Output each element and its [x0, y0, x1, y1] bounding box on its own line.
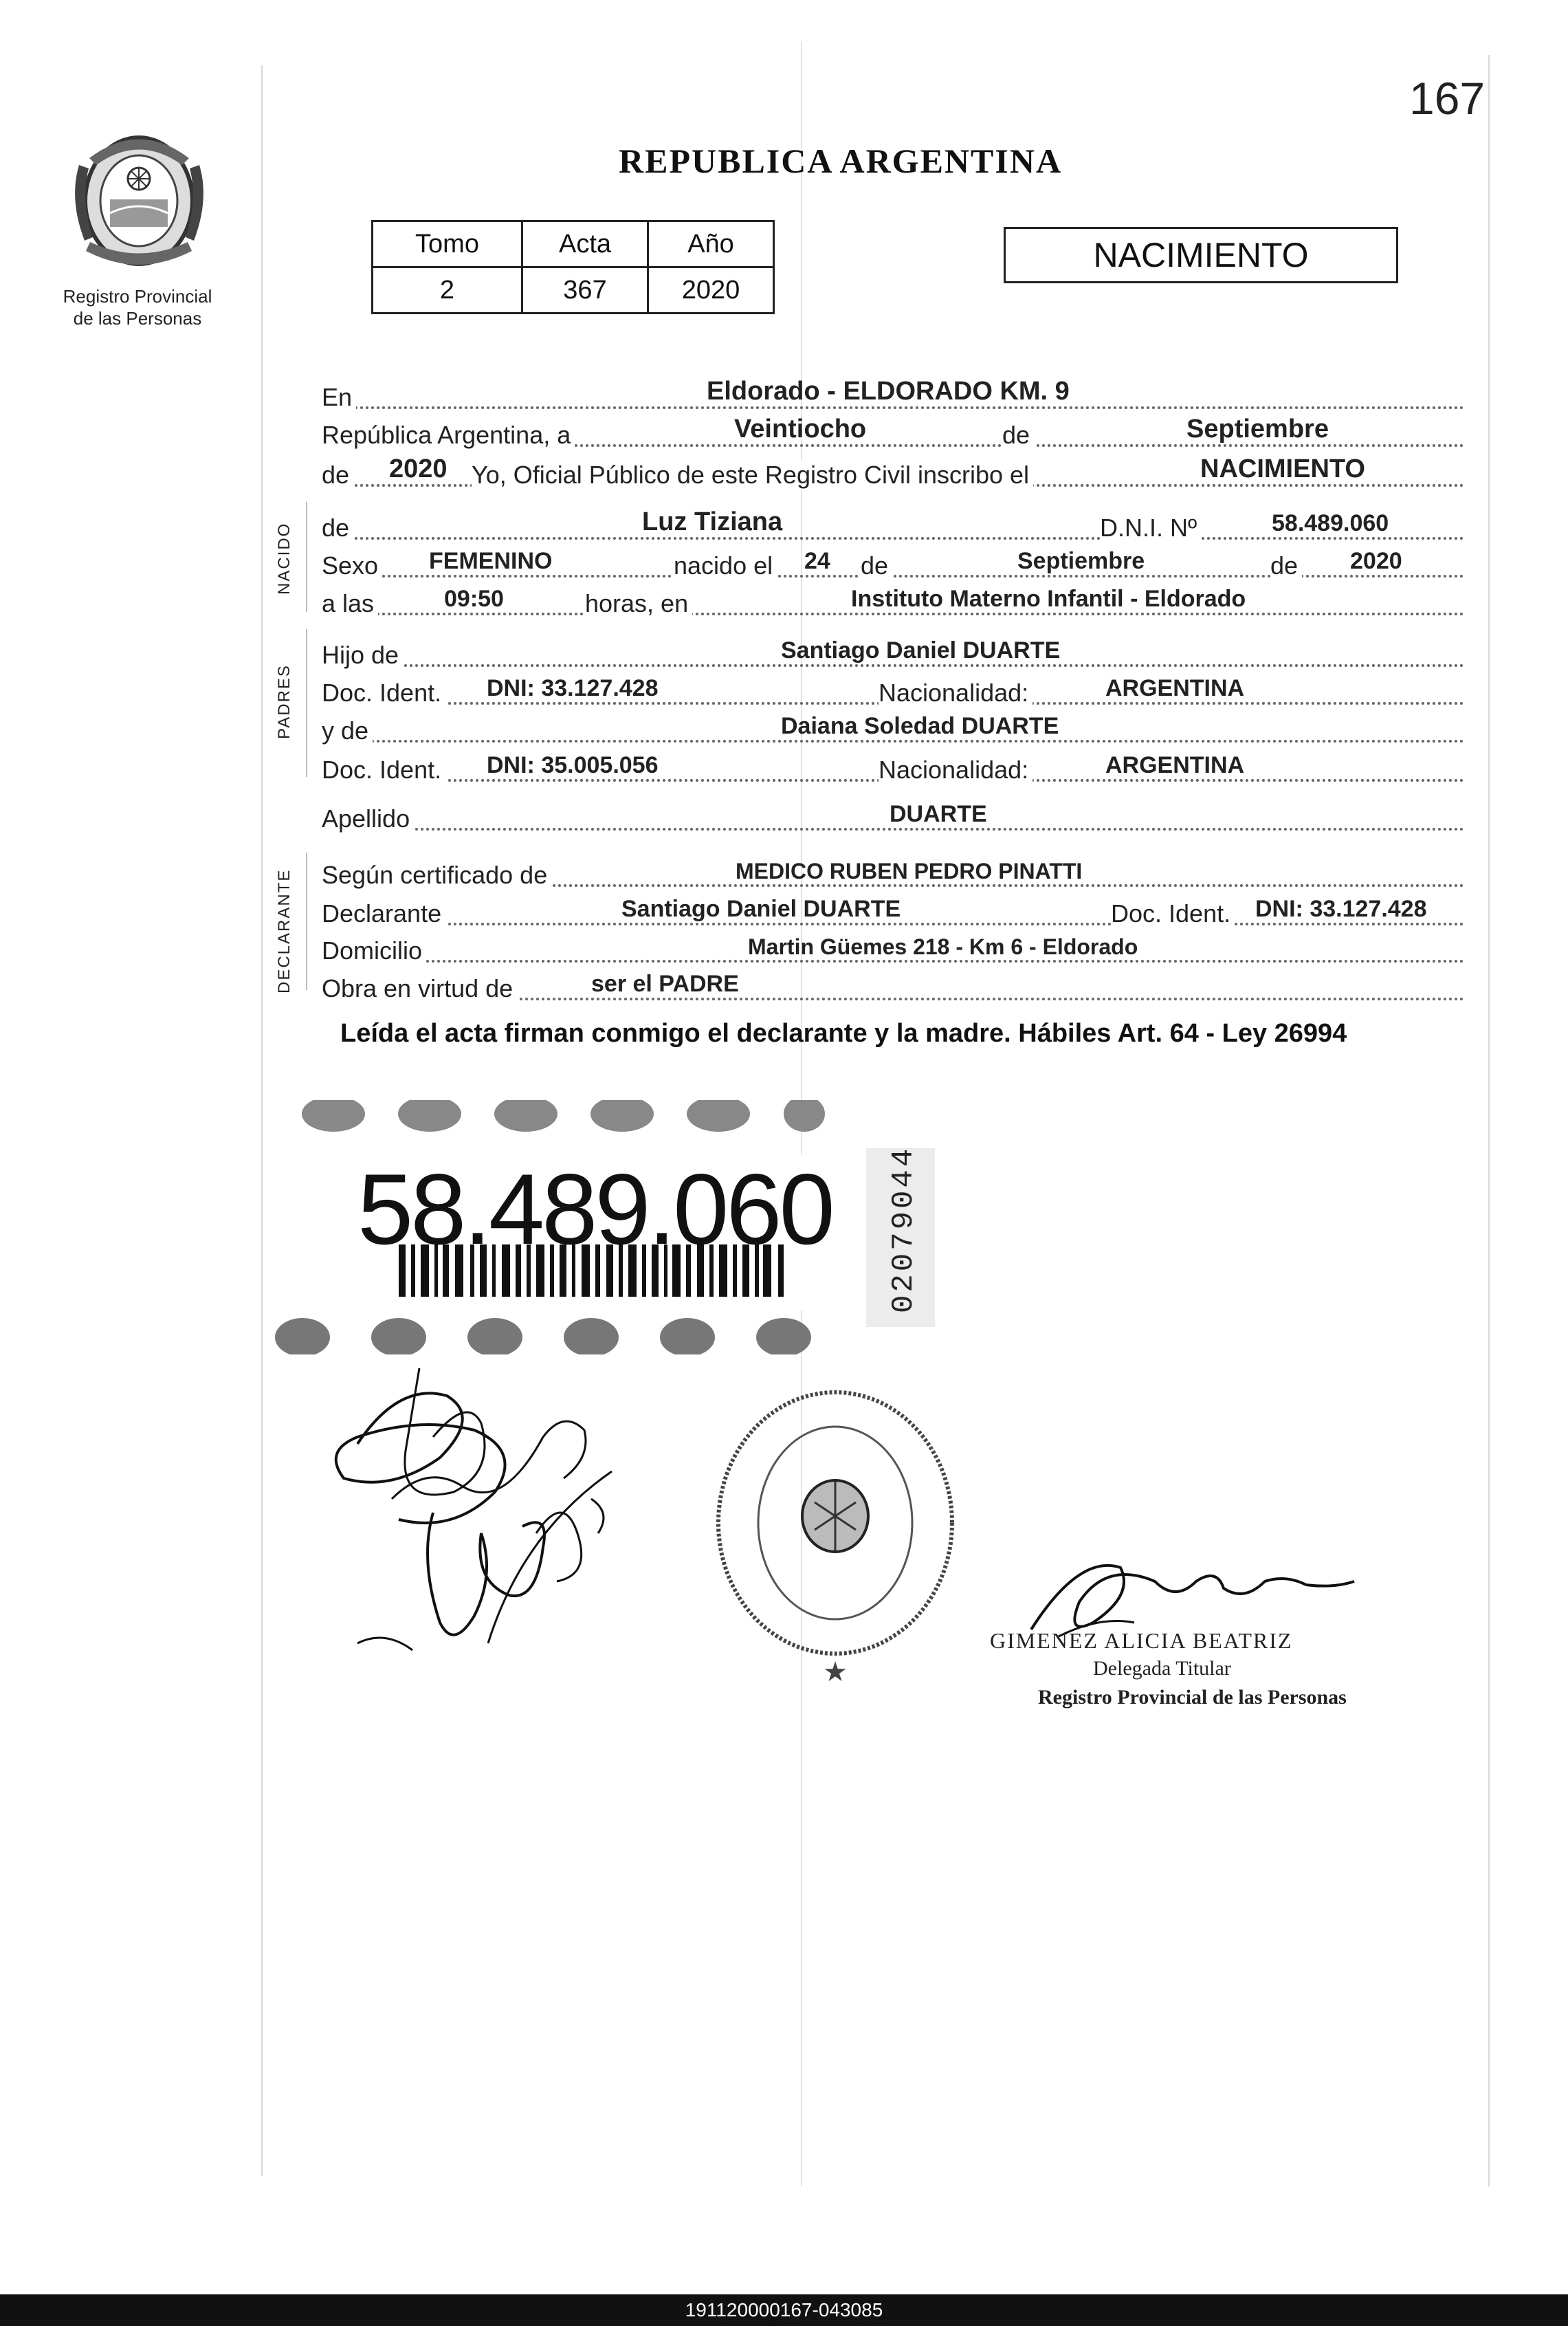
de-label: de [1002, 421, 1034, 450]
alas-label: a las [322, 589, 378, 618]
document-title: REPUBLICA ARGENTINA [619, 142, 1063, 180]
header-acta: Acta [522, 221, 648, 267]
place-value: Eldorado - ELDORADO KM. 9 [707, 377, 1070, 406]
row-domicilio [322, 928, 1464, 967]
row-time-place [322, 581, 1464, 619]
row-place [322, 375, 1464, 413]
record-type-box: NACIMIENTO [1004, 227, 1398, 283]
padres-section-label: PADRES [275, 664, 294, 739]
row-certificate [322, 853, 1464, 891]
horas-label: horas, en [585, 589, 692, 618]
mother-doc-label: Doc. Ident. [322, 756, 445, 785]
declarant-signature [316, 1354, 626, 1671]
row-mother [322, 708, 1464, 747]
registry-label [34, 285, 241, 329]
nacido-section-bar [306, 502, 307, 612]
declarante-label: Declarante [322, 899, 445, 928]
time-value: 09:50 [444, 586, 504, 612]
father-nat-value: ARGENTINA [1105, 675, 1245, 701]
birth-month-value: Septiembre [1017, 548, 1145, 574]
hijo-label: Hijo de [322, 641, 403, 670]
nacido-section-label: NACIDO [275, 522, 294, 595]
inscribe-label: Yo, Oficial Público de este Registro Civil inscribo el [472, 461, 1033, 490]
right-margin-line [1488, 55, 1490, 2186]
month-value: Septiembre [1186, 415, 1329, 443]
father-doc-value: DNI: 33.127.428 [487, 675, 659, 701]
father-nat-label: Nacionalidad: [879, 679, 1033, 707]
inscribe-value: NACIMIENTO [1200, 454, 1365, 483]
row-apellido [322, 796, 1464, 835]
sexo-value: FEMENINO [429, 548, 553, 574]
certificate-value: MEDICO RUBEN PEDRO PINATTI [736, 859, 1083, 884]
row-sex-birth [322, 543, 1464, 582]
row-father-doc [322, 670, 1464, 709]
row-obra [322, 966, 1464, 1005]
row-name [322, 505, 1464, 544]
sticker-serial-number: 02079044 [887, 1145, 921, 1313]
en-label: En [322, 383, 356, 412]
birth-de2-label: de [1270, 551, 1302, 580]
apellido-label: Apellido [322, 804, 414, 833]
registry-seal [705, 1379, 966, 1695]
row-mother-doc [322, 747, 1464, 786]
obra-label: Obra en virtud de [322, 974, 517, 1003]
mother-nat-label: Nacionalidad: [879, 756, 1033, 785]
declarante-section-bar [306, 853, 307, 990]
row-declarante [322, 891, 1464, 930]
cert-label: Según certificado de [322, 861, 551, 890]
closing-statement: Leída el acta firman conmigo el declarante y la madre. Hábiles Art. 64 - Ley 26994 [340, 1019, 1347, 1048]
header-anio: Año [648, 221, 774, 267]
sticker-dni-number: 58.489.060 [357, 1153, 832, 1265]
birth-place-value: Instituto Materno Infantil - Eldorado [851, 586, 1246, 612]
mother-doc-value: DNI: 35.005.056 [487, 752, 659, 778]
mother-nat-value: ARGENTINA [1105, 752, 1245, 778]
svg-text:★: ★ [823, 1656, 848, 1688]
registry-shield-logo [65, 124, 213, 275]
padres-section-bar [306, 629, 307, 777]
row-year [322, 452, 1464, 491]
domicilio-value: Martin Güemes 218 - Km 6 - Eldorado [748, 934, 1138, 959]
page-number: 167 [1409, 73, 1486, 124]
apellido-value: DUARTE [890, 801, 987, 827]
sticker-serial-tab [866, 1145, 935, 1327]
declarante-section-label: DECLARANTE [275, 868, 294, 994]
decl-doc-value: DNI: 33.127.428 [1255, 896, 1427, 922]
nacido-label: nacido el [674, 551, 777, 580]
registry-line1: Registro Provincial [63, 286, 212, 307]
sticker-r-marks [302, 1100, 825, 1132]
row-date [322, 413, 1464, 451]
birth-year-value: 2020 [1350, 548, 1402, 574]
row-father [322, 633, 1464, 671]
official-registry: Registro Provincial de las Personas [1038, 1686, 1347, 1709]
father-doc-label: Doc. Ident. [322, 679, 445, 707]
record-table-header [373, 221, 774, 267]
value-acta: 367 [522, 267, 648, 314]
sexo-label: Sexo [322, 551, 382, 580]
value-anio: 2020 [648, 267, 774, 314]
father-value: Santiago Daniel DUARTE [781, 637, 1061, 663]
birth-day-value: 24 [804, 548, 830, 574]
obra-value: ser el PADRE [591, 971, 739, 997]
value-tomo: 2 [373, 267, 522, 314]
name-value: Luz Tiziana [642, 507, 783, 536]
domicilio-label: Domicilio [322, 936, 426, 965]
republica-label: República Argentina, a [322, 421, 575, 450]
declarante-value: Santiago Daniel DUARTE [621, 896, 901, 922]
birth-de-label: de [861, 551, 892, 580]
name-label: de [322, 514, 353, 542]
year-prefix-label: de [322, 461, 353, 490]
dni-value: 58.489.060 [1272, 510, 1389, 536]
year-value: 2020 [389, 454, 448, 483]
footer-id-bar: 191120000167-043085 [0, 2294, 1568, 2326]
day-words-value: Veintiocho [734, 415, 867, 443]
mother-value: Daiana Soledad DUARTE [781, 713, 1059, 739]
registry-line2: de las Personas [73, 308, 202, 329]
dni-label: D.N.I. Nº [1100, 514, 1201, 542]
yde-label: y de [322, 716, 373, 745]
official-name: GIMENEZ ALICIA BEATRIZ [990, 1628, 1293, 1653]
header-tomo: Tomo [373, 221, 522, 267]
record-table [371, 220, 775, 314]
decl-doc-label: Doc. Ident. [1111, 899, 1235, 928]
official-role: Delegada Titular [1093, 1657, 1231, 1680]
record-table-values [373, 267, 774, 314]
